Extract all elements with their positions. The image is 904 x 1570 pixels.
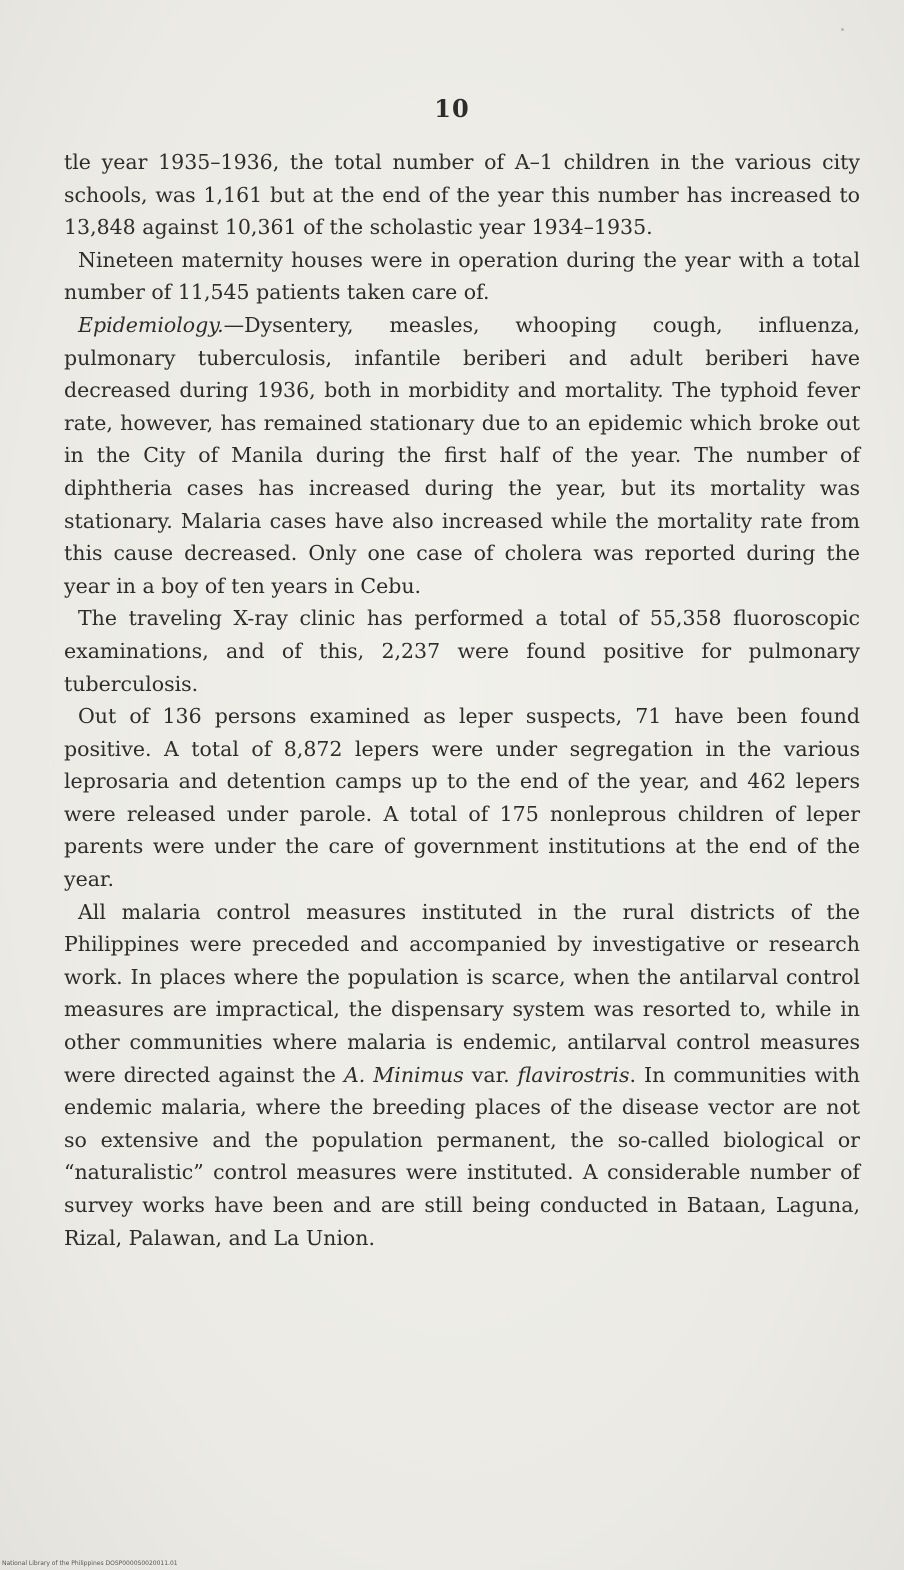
var-abbrev: var. [463,1062,518,1087]
paper-speck [841,28,844,31]
variety-name: flavirostris [517,1062,630,1087]
paragraph-xray-clinic: The traveling X-ray clinic has performed a total of 55,358 fluoroscopic examinations, and of this, 2,237 were found positive for pulmonary tuberculosis. [64,606,860,696]
paragraph-a1-children: tle year 1935–1936, the total number of A–1 children in the various city schools, was 1,161 but at the end of the year this number has increased to 13,848 against 10,361 of the scholastic year 1934–1935. [64,150,860,240]
species-name: A. Minimus [343,1062,464,1087]
malaria-text-b: . In communities with endemic malaria, where the breeding places of the disease vector are not so extensive and the population permanent, the so-called biological or “naturalistic” control measures were instituted. A considerable number of survey works have been and are still being conducted in Bataan, Laguna, Rizal, Palawan, and La Union. [64,1062,860,1250]
paragraph-epidemiology [64,309,860,602]
body-text [64,146,860,1254]
paragraph-maternity-houses: Nineteen maternity houses were in operation during the year with a total number of 11,545 patients taken care of. [64,247,860,305]
epidemiology-body: —Dysentery, measles, whooping cough, influenza, pulmonary tuberculosis, infantile beriberi and adult beriberi have decreased during 1936, both in morbidity and mortality. The typhoid fever rate, however, has remained stationary due to an epidemic which broke out in the City of Manila during the first half of the year. The number of diphtheria cases has increased during the year, but its mortality was stationary. Malaria cases have also increased while the mortality rate from this cause decreased. Only one case of cholera was reported during the year in a boy of ten years in Cebu. [64,312,860,598]
malaria-text-a: All malaria control measures instituted in the rural districts of the Philippines were preceded and accompanied by investigative or research work. In places where the population is scarce, when the antilarval control measures are impractical, the dispensary system was resorted to, while in other communities where malaria is endemic, antilarval control measures were directed against the [64,899,860,1087]
page-number: 10 [434,94,470,123]
footer-credit: National Library of the Philippines DOSP0000S0020011.01 [2,1560,178,1567]
epidemiology-heading: Epidemiology. [78,312,224,337]
paragraph-leprosy: Out of 136 persons examined as leper suspects, 71 have been found positive. A total of 8,872 lepers were under segregation in the various leprosaria and detention camps up to the end of the year, and 462 lepers were released under parole. A total of 175 nonleprous children of leper parents were under the care of government institutions at the end of the year. [64,704,860,892]
paragraph-malaria-control [64,896,860,1255]
